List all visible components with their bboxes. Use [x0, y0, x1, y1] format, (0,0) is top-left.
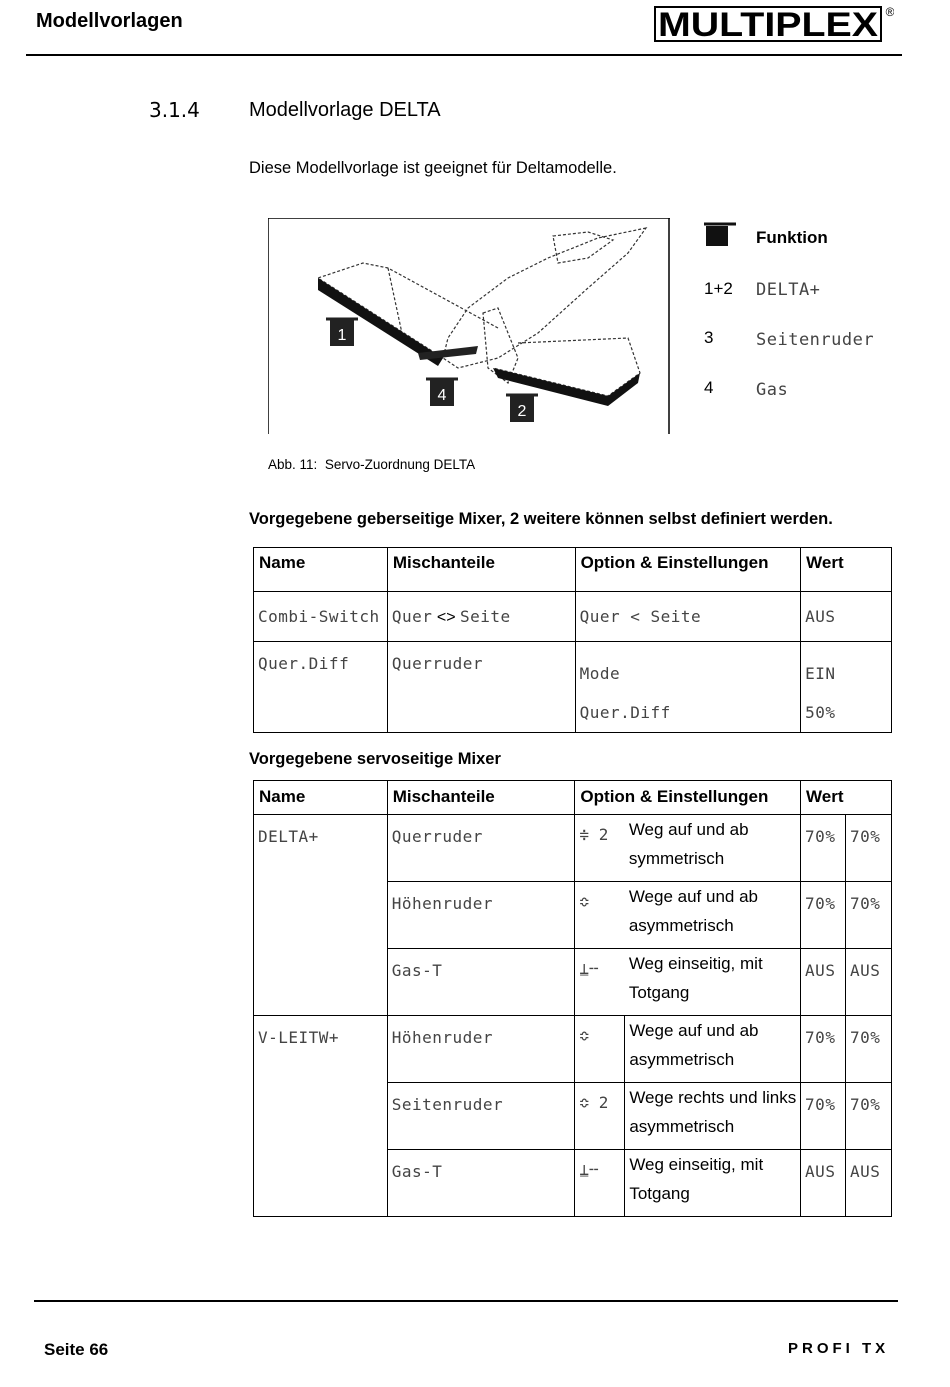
mix-part: Querruder	[391, 654, 484, 673]
mixer-name: Combi-Switch	[258, 606, 380, 626]
registered-mark: ®	[885, 5, 894, 19]
value: 70%	[805, 1095, 836, 1114]
mix-part: Gas-T	[391, 1162, 443, 1181]
mix-part: Seitenruder	[391, 1095, 504, 1114]
value: 70%	[805, 894, 836, 913]
value: AUS	[850, 961, 881, 980]
footer-rule	[34, 1300, 898, 1302]
function-num: 3	[704, 328, 714, 347]
function-name: Gas	[756, 380, 789, 400]
svg-text:2: 2	[517, 403, 527, 420]
value: EIN	[805, 664, 836, 683]
section-title: Modellvorlage DELTA	[249, 99, 441, 121]
function-num: 1+2	[704, 279, 733, 298]
table2-heading: Vorgegebene servoseitige Mixer	[249, 750, 501, 768]
svg-text:1: 1	[337, 327, 347, 344]
column-header: Option & Einstellungen	[575, 548, 801, 592]
function-name: DELTA+	[756, 280, 821, 300]
servo-1-icon	[326, 319, 358, 346]
servo-mixer-table	[253, 780, 892, 1217]
column-header: Mischanteile	[387, 548, 575, 592]
function-num: 4	[704, 378, 714, 397]
option-description: Weg einseitig, mit Totgang	[629, 1155, 764, 1203]
caption-text: Servo-Zuordnung DELTA	[324, 457, 476, 472]
page-header-title: Modellvorlagen	[36, 10, 183, 32]
value: 50%	[805, 703, 836, 722]
column-header: Name	[254, 548, 388, 592]
option: Quer < Seite	[579, 606, 702, 626]
table1-heading: Vorgegebene geberseitige Mixer, 2 weitere können selbst definiert werden.	[249, 510, 833, 528]
column-header: Mischanteile	[387, 781, 575, 815]
column-header: Option & Einstellungen	[575, 781, 801, 815]
mix-operator: <>	[436, 608, 456, 626]
trim-symbol-icon: ⍊╌	[579, 959, 599, 978]
trim-symbol-icon: ≑ 2	[579, 825, 609, 844]
value: AUS	[850, 1162, 881, 1181]
mixer-name: Quer.Diff	[258, 654, 350, 673]
section-number: 3.1.4	[149, 98, 200, 122]
value: 70%	[850, 1095, 881, 1114]
header-rule	[26, 54, 902, 56]
value: 70%	[805, 1028, 836, 1047]
delta-aircraft-figure	[268, 218, 670, 434]
function-heading: Funktion	[756, 228, 828, 247]
product-name: PROFI TX	[788, 1340, 890, 1357]
value: AUS	[805, 606, 836, 626]
mix-part: Gas-T	[391, 961, 443, 980]
table-row	[254, 815, 892, 882]
servo-4-icon	[426, 379, 458, 406]
column-header: Wert	[801, 548, 892, 592]
logo-text: MULTIPLEX	[658, 6, 879, 44]
function-name: Seitenruder	[756, 330, 875, 350]
trim-symbol-icon: ≎ 2	[579, 1093, 609, 1112]
transmitter-mixer-table	[253, 547, 892, 733]
servo-2-icon	[506, 395, 538, 422]
value: 70%	[850, 1028, 881, 1047]
option-description: Wege rechts und links asymmetrisch	[629, 1088, 797, 1136]
mix-part: Quer	[391, 606, 433, 626]
figure-caption	[268, 457, 475, 472]
function-list	[704, 216, 904, 416]
mix-part: Querruder	[391, 827, 483, 846]
mixer-name: V-LEITW+	[258, 1028, 340, 1047]
servo-icon	[704, 218, 738, 248]
option-description: Wege auf und ab asymmetrisch	[629, 1021, 759, 1069]
value: 70%	[805, 827, 836, 846]
option: Quer.Diff	[579, 703, 671, 722]
option: Mode	[579, 664, 621, 683]
mix-part: Höhenruder	[391, 1028, 494, 1047]
column-header: Name	[254, 781, 388, 815]
trim-symbol-icon: ≎	[579, 1026, 590, 1045]
table-row	[254, 1016, 892, 1083]
trim-symbol-icon: ⍊╌	[579, 1160, 599, 1179]
value: 70%	[850, 827, 881, 846]
option-description: Wege auf und ab asymmetrisch	[628, 887, 758, 935]
page-number: Seite 66	[44, 1340, 109, 1359]
trim-symbol-icon: ≎	[579, 892, 590, 911]
caption-prefix: Abb. 11:	[268, 457, 318, 472]
column-header: Wert	[801, 781, 892, 815]
table-row	[254, 592, 892, 642]
mix-part: Seite	[459, 606, 511, 626]
intro-text: Diese Modellvorlage ist geeignet für Deltamodelle.	[249, 159, 617, 177]
value: AUS	[805, 961, 836, 980]
mix-part: Höhenruder	[391, 894, 494, 913]
option-description: Weg auf und ab symmetrisch	[628, 820, 749, 868]
multiplex-logo	[654, 4, 894, 49]
value: AUS	[805, 1162, 836, 1181]
option-description: Weg einseitig, mit Totgang	[628, 954, 763, 1002]
value: 70%	[850, 894, 881, 913]
table-row	[254, 642, 892, 733]
svg-text:4: 4	[437, 387, 447, 404]
mixer-name: DELTA+	[258, 827, 319, 846]
